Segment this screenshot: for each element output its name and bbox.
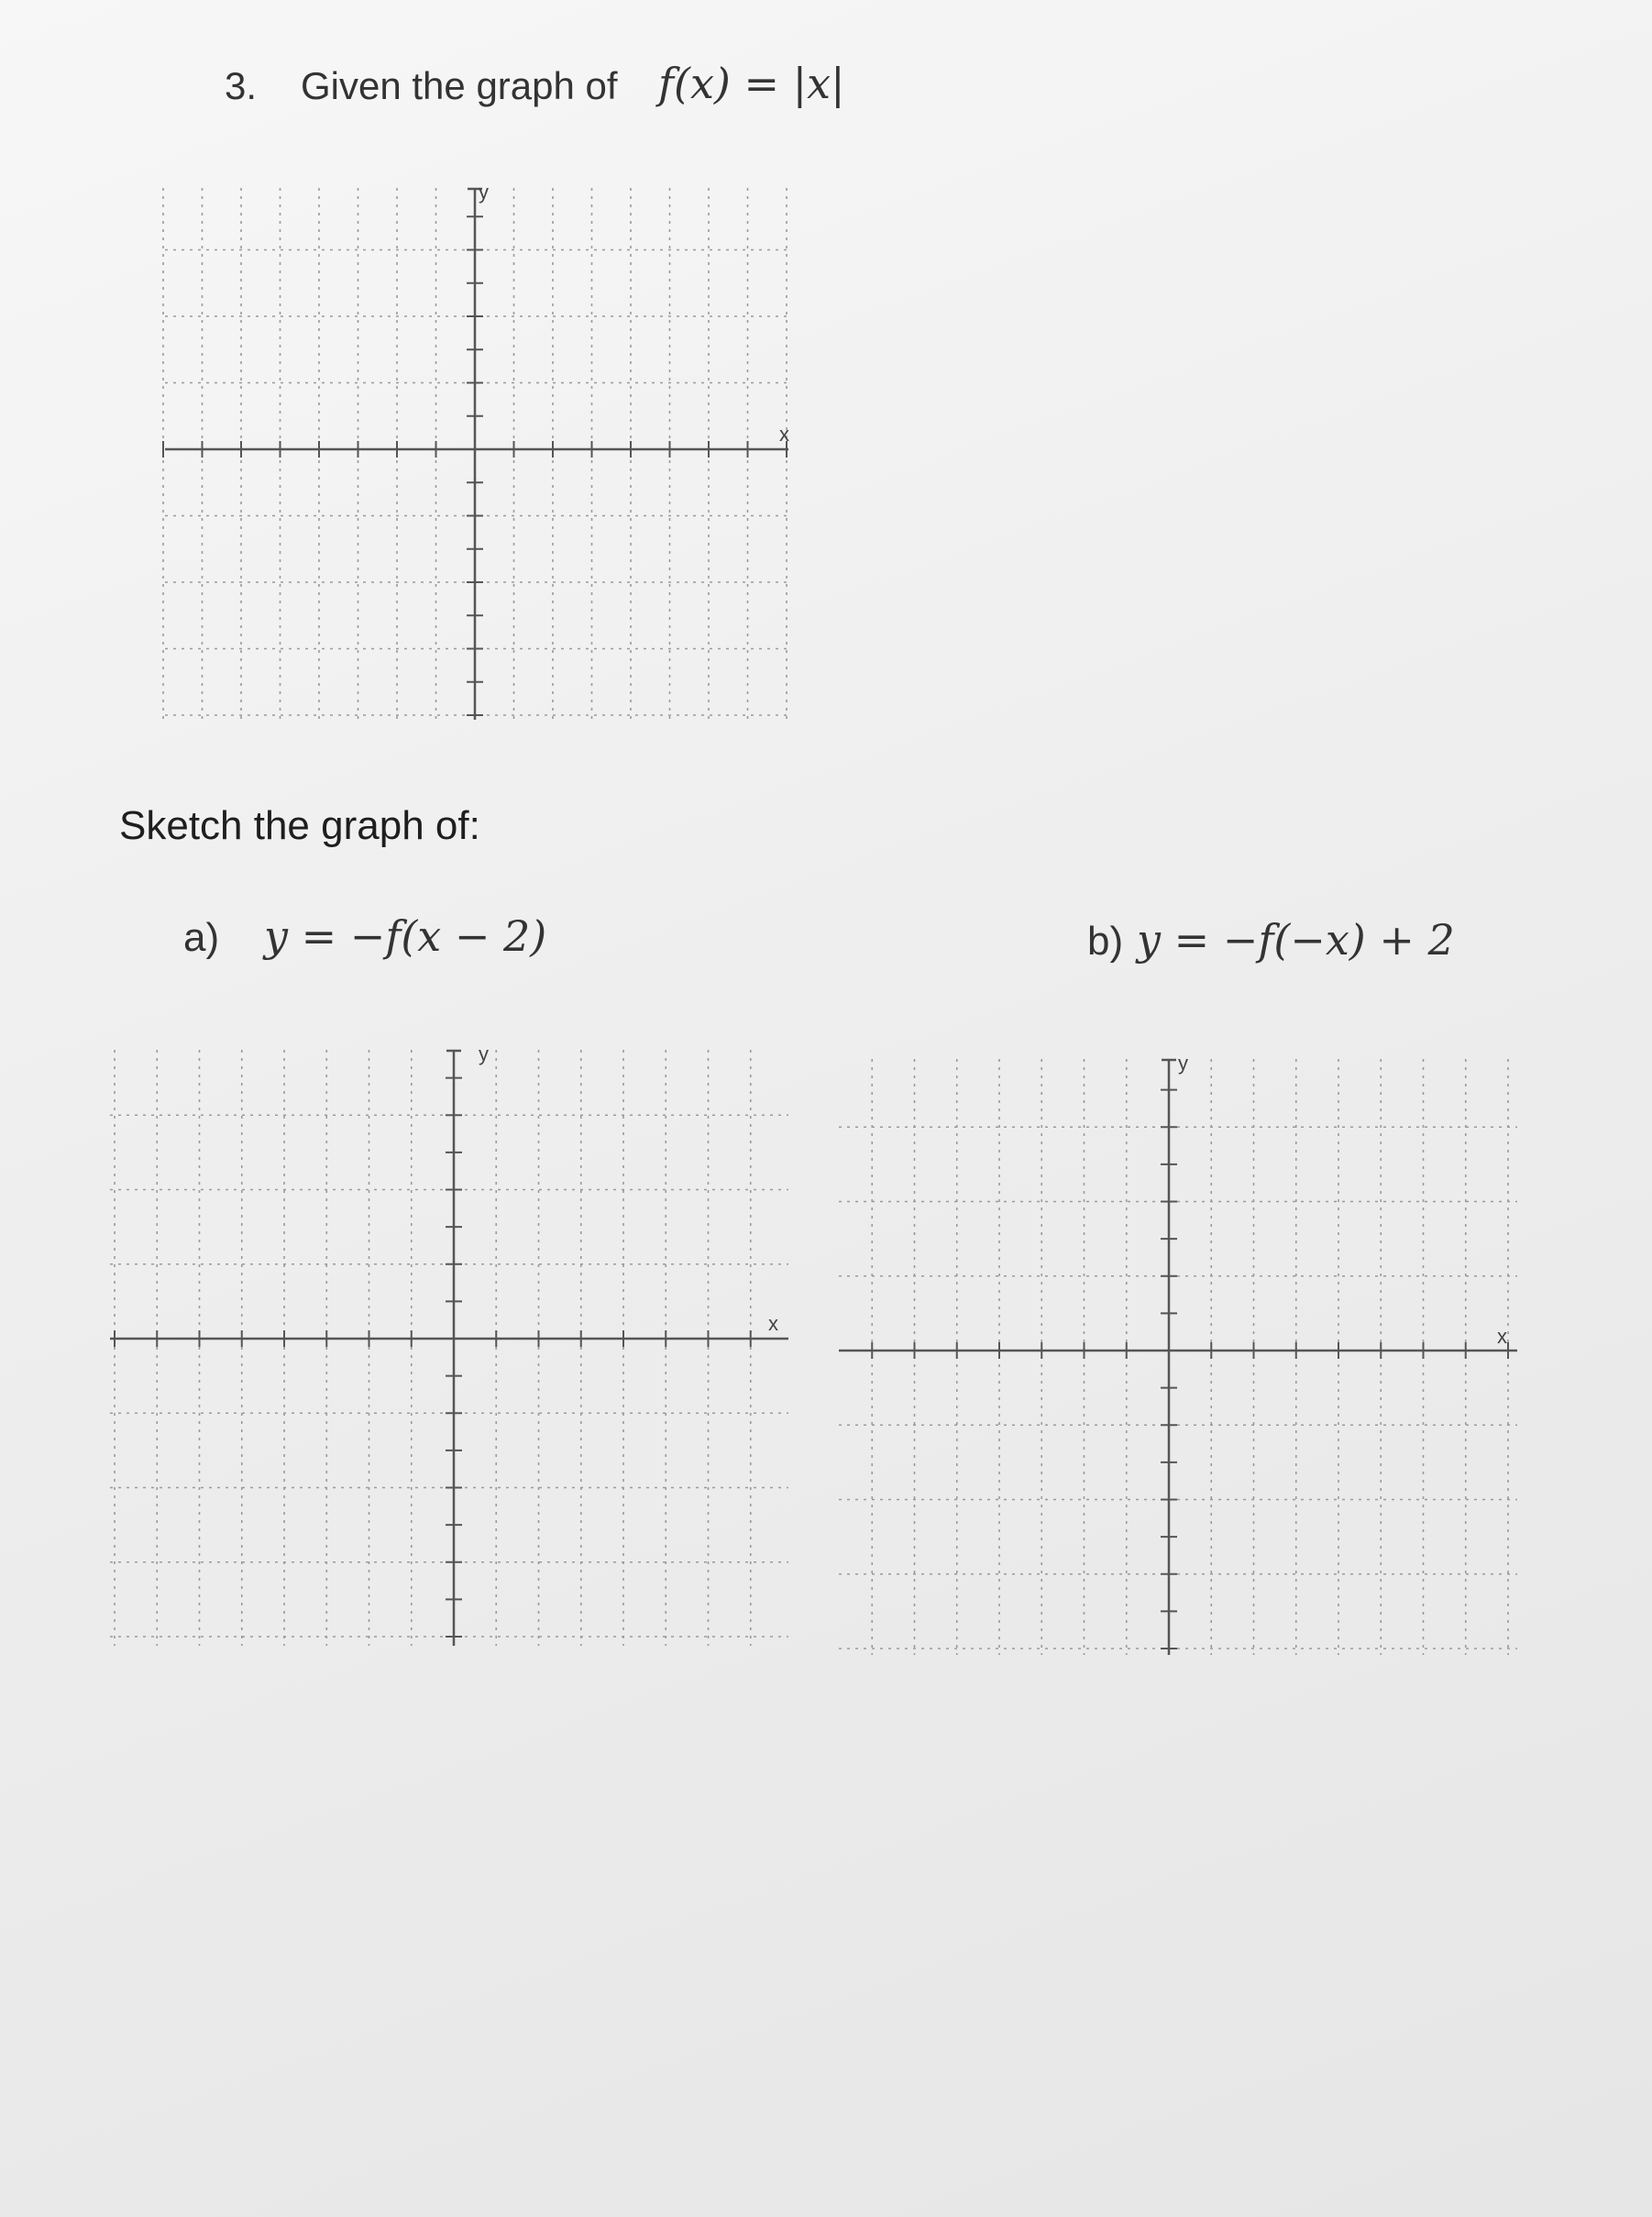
part-a-graph-grid[interactable] bbox=[101, 1041, 798, 1655]
y-axis-label: y bbox=[1178, 1052, 1188, 1075]
problem-text: Given the graph of bbox=[301, 64, 618, 107]
grid-lines bbox=[839, 1059, 1517, 1655]
part-b-graph-grid[interactable] bbox=[830, 1050, 1526, 1664]
problem-number: 3. bbox=[225, 64, 258, 107]
axis-ticks bbox=[115, 1051, 751, 1637]
part-a-formula: y = −f(x − 2) bbox=[264, 911, 547, 961]
x-axis-label: x bbox=[779, 423, 789, 446]
x-axis-label: x bbox=[1497, 1325, 1507, 1348]
problem-formula: f(x) = |x| bbox=[658, 59, 845, 108]
x-axis-label: x bbox=[768, 1312, 778, 1335]
part-b-formula: y = −f(−x) + 2 bbox=[1137, 915, 1455, 965]
reference-graph-grid bbox=[156, 179, 798, 729]
y-axis-label: y bbox=[479, 1042, 489, 1065]
grid-lines bbox=[110, 1050, 788, 1646]
y-axis-label: y bbox=[479, 181, 489, 204]
instruction-text: Sketch the graph of: bbox=[119, 803, 480, 848]
part-b-label: b) bbox=[1087, 919, 1124, 964]
part-a-label: a) bbox=[183, 915, 220, 960]
axis-ticks bbox=[872, 1060, 1508, 1649]
